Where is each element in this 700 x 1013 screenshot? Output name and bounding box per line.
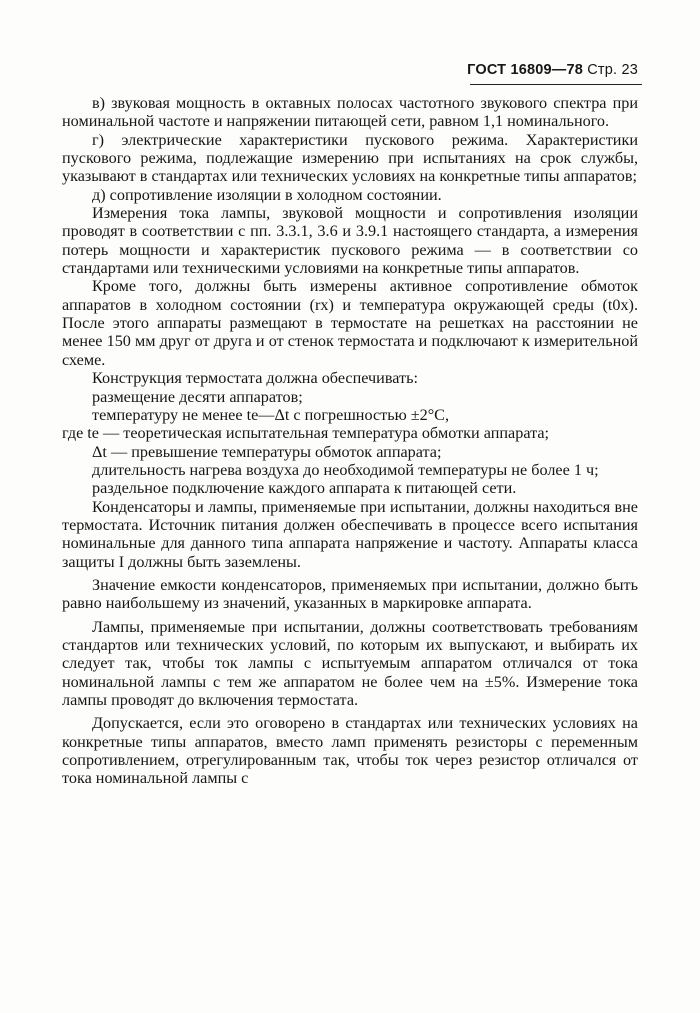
document-body [62, 94, 638, 788]
requirement-placement: размещение десяти аппаратов; [92, 387, 303, 406]
requirement-heating-time: длительность нагрева воздуха до необходимой температуры не более 1 ч; [92, 460, 599, 479]
requirement-temperature: температуру не менее tе—Δt с погрешностью ±2°С, [92, 405, 450, 424]
item-v-sound-power: в) звуковая мощность в октавных полосах частотного звукового спектра при номинальной частоте и напряжении питающей сети, равном 1,1 номинального. [62, 94, 638, 131]
thermostat-requirements-intro: Конструкция термостата должна обеспечивать: [92, 369, 418, 388]
item-g-starting-characteristics: г) электрические характеристики пускового режима. Характеристики пускового режима, подлежащие измерению при испытаниях на срок службы, указывают в стандартах или технических условиях на конкретные типы аппаратов; [62, 130, 638, 186]
resistance-temperature-paragraph: Кроме того, должны быть измерены активное сопротивление обмоток аппаратов в холодном состоянии (rх) и температура окружающей среды (t0х). После этого аппараты размещают в термостате на решетках на расстоянии не менее 150 мм друг от друга и от стенок термостата и подключают к измерительной схеме. [62, 277, 638, 369]
page-header [467, 62, 638, 78]
standard-code: ГОСТ 16809—78 [467, 62, 583, 78]
definition-delta-t: Δt — превышение температуры обмоток аппарата; [92, 442, 442, 461]
requirement-separate-connection: раздельное подключение каждого аппарата к питающей сети. [92, 479, 517, 498]
capacitors-lamps-paragraph: Конденсаторы и лампы, применяемые при испытании, должны находиться вне термостата. Источник питания должен обеспечивать в процессе всего испытания номинальные для данного типа аппарата напряжение и частоту. Аппараты класса защиты I должны быть заземлены. [62, 497, 638, 571]
resistors-paragraph: Допускается, если это оговорено в стандартах или технических условиях на конкретные типы аппаратов, вместо ламп применять резисторы с переменным сопротивлением, отрегулированным так, чтобы ток через резистор отличался от тока номинальной лампы с [62, 714, 638, 788]
item-d-insulation-resistance: д) сопротивление изоляции в холодном состоянии. [92, 185, 442, 204]
definition-te: где tе — теоретическая испытательная температура обмотки аппарата; [62, 424, 550, 443]
lamps-paragraph: Лампы, применяемые при испытании, должны соответствовать требованиям стандартов или технических условий, по которым их выпускают, и выбирать их следует так, чтобы ток лампы с испытуемым аппаратом отличался от тока номинальной лампы с тем же аппаратом не более чем на ±5%. Измерение тока лампы проводят до включения термостата. [62, 617, 638, 709]
header-rule [470, 84, 642, 85]
capacitance-paragraph: Значение емкости конденсаторов, применяемых при испытании, должно быть равно наибольшему из значений, указанных в маркировке аппарата. [62, 575, 638, 613]
page-number: Стр. 23 [587, 62, 638, 78]
measurements-paragraph: Измерения тока лампы, звуковой мощности и сопротивления изоляции проводят в соответствии с пп. 3.3.1, 3.6 и 3.9.1 настоящего стандарта, а измерения потерь мощности и характеристик пускового режима — в соответствии со стандартами или техническими условиями на конкретные типы аппаратов. [62, 204, 638, 278]
